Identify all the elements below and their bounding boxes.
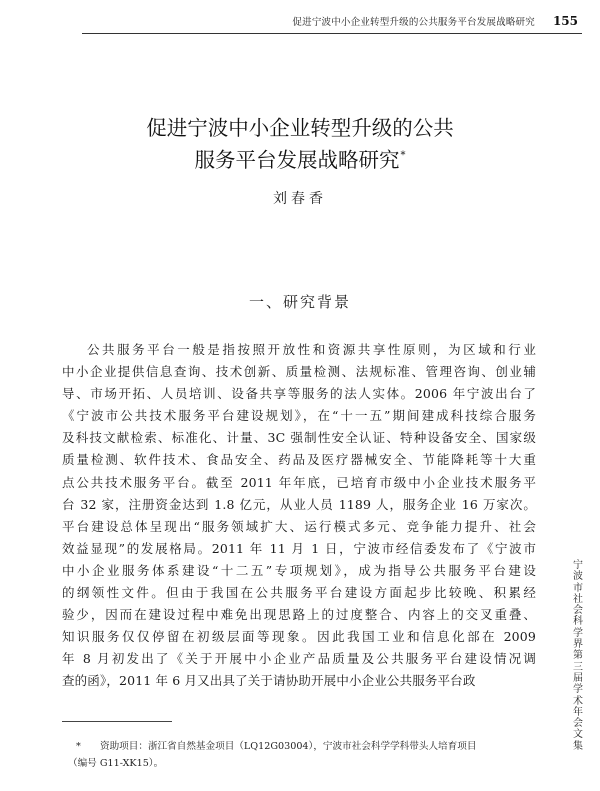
title-line-2-text: 服务平台发展战略研究 bbox=[194, 148, 400, 172]
article-title bbox=[100, 112, 500, 176]
body-line: 点公共技术服务平台。截至 2011 年年底，已培育市级中小企业技术服务平 bbox=[62, 474, 536, 490]
body-line: 及科技文献检索、标准化、计量、3C 强制性安全认证、特种设备安全、国家级 bbox=[62, 430, 536, 446]
section-heading: 一、研究背景 bbox=[248, 293, 351, 311]
body-line: 中小企业服务体系建设“十二五”专项规划》，成为指导公共服务平台建设 bbox=[62, 562, 536, 578]
footnote bbox=[62, 738, 542, 772]
footnote-rule bbox=[62, 721, 172, 722]
footnote-line-2: （编号 G11-XK15）。 bbox=[68, 758, 164, 769]
body-line: 中小企业提供信息查询、技术创新、质量检测、法规标准、管理咨询、创业辅 bbox=[62, 364, 536, 380]
body-line: 质量检测、软件技术、食品安全、药品及医疗器械安全、节能降耗等十大重 bbox=[62, 452, 536, 468]
footnote-line-1 bbox=[62, 738, 542, 755]
title-footnote-mark: * bbox=[400, 150, 406, 161]
running-head bbox=[80, 12, 578, 30]
side-collection-title: 宁波市社会科学界第三届学术年会文集 bbox=[573, 560, 583, 752]
running-title: 促进宁波中小企业转型升级的公共服务平台发展战略研究 bbox=[292, 17, 535, 28]
body-line: 台 32 家，注册资金达到 1.8 亿元，从业人员 1189 人，服务企业 16 万家次。 bbox=[62, 496, 536, 512]
body-line: 知识服务仅仅停留在初级层面等现象。因此我国工业和信息化部在 2009 bbox=[62, 629, 536, 645]
body-line: 验少，因而在建设过程中难免出现思路上的过度整合、内容上的交叉重叠、 bbox=[62, 607, 536, 623]
body-line: 平台建设总体呈现出“服务领域扩大、运行模式多元、竞争能力提升、社会 bbox=[62, 518, 536, 534]
body-line: 查的函》，2011 年 6 月又出具了关于请协助开展中小企业公共服务平台政 bbox=[62, 673, 476, 689]
page-number: 155 bbox=[552, 14, 578, 28]
body-line: 公共服务平台一般是指按照开放性和资源共享性原则，为区域和行业 bbox=[87, 342, 536, 357]
body-paragraph bbox=[62, 339, 536, 693]
author-name: 刘春香 bbox=[273, 191, 327, 207]
title-line-2 bbox=[100, 144, 500, 176]
body-line: 效益显现”的发展格局。2011 年 11 月 1 日，宁波市经信委发布了《宁波市 bbox=[62, 540, 536, 556]
title-line-1: 促进宁波中小企业转型升级的公共 bbox=[146, 116, 454, 140]
footnote-mark: * bbox=[76, 741, 81, 752]
body-line: 《宁波市公共技术服务平台建设规划》，在“十一五”期间建成科技综合服务 bbox=[62, 408, 536, 424]
body-line: 的纲领性文件。但由于我国在公共服务平台建设方面起步比较晚、积累经 bbox=[62, 585, 536, 601]
body-line: 年 8 月初发出了《关于开展中小企业产品质量及公共服务平台建设情况调 bbox=[62, 651, 536, 667]
footnote-text-1: 资助项目：浙江省自然基金项目（LQ12G03004），宁波市社会科学学科带头人培育项目 bbox=[100, 741, 477, 752]
header-rule bbox=[82, 33, 582, 34]
body-line: 导、市场开拓、人员培训、设备共享等服务的法人实体。2006 年宁波出台了 bbox=[62, 386, 536, 402]
